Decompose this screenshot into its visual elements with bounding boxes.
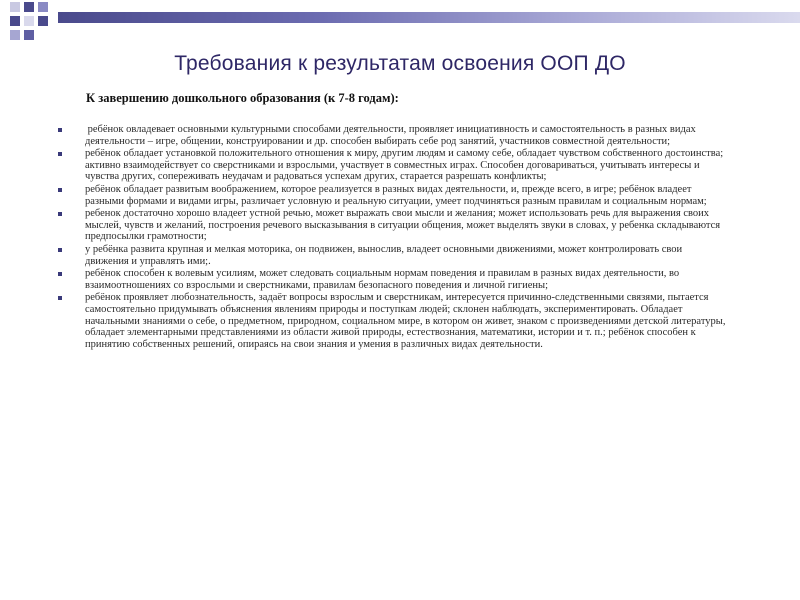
- decor-square-2: [24, 2, 34, 12]
- decor-square-1: [10, 2, 20, 12]
- list-item: [58, 292, 728, 350]
- bullet-icon: [58, 248, 62, 252]
- bullet-icon: [58, 152, 62, 156]
- list-item: [58, 268, 728, 291]
- list-item: [58, 208, 728, 243]
- decor-square-8: [24, 30, 34, 40]
- decor-square-3: [38, 2, 48, 12]
- list-item-text: ребёнок обладает установкой положительного отношения к миру, другим людям и самому себе, обладает чувством собственного достоинства; активно взаимодействует со сверстниками и взрослыми, участвует в совместных играх. Способен договариваться, учитывать интересы и чувства других, сопереживать неудачам и радоваться успехам других, старается разрешать конфликты;: [85, 148, 724, 183]
- list-item-text: у ребёнка развита крупная и мелкая моторика, он подвижен, вынослив, владеет основными движениями, может контролировать свои движения и управлять ими;.: [85, 243, 683, 267]
- list-item-text: ребенок достаточно хорошо владеет устной речью, может выражать свои мысли и желания; может использовать речь для выражения своих мыслей, чувств и желаний, построения речевого высказывания в ситуации общения, может выделять звуки в словах, у ребенка складываются предпосылки грамотности;: [85, 208, 721, 243]
- decor-gradient-band: [58, 12, 800, 23]
- list-item: [58, 124, 728, 147]
- bullet-icon: [58, 272, 62, 276]
- decor-square-4: [10, 16, 20, 26]
- list-item: [58, 148, 728, 183]
- decor-square-7: [10, 30, 20, 40]
- list-item-text: ребёнок овладевает основными культурными способами деятельности, проявляет инициативность и самостоятельность в разных видах деятельности – игре, общении, конструировании и др. способен выбирать себе род занятий, участников совместной деятельности;: [85, 124, 699, 147]
- list-item: [58, 184, 728, 207]
- bullet-icon: [58, 188, 62, 192]
- bullet-icon: [58, 128, 62, 132]
- list-item: [58, 244, 728, 267]
- slide-subtitle: К завершению дошкольного образования (к 7-8 годам):: [86, 91, 399, 105]
- list-item-text: ребёнок способен к волевым усилиям, может следовать социальным нормам поведения и правилам в разных видах деятельности, во взаимоотношениях со взрослыми и сверстниками, правилам безопасного поведения и личной гигиены;: [85, 268, 680, 291]
- slide-title: Требования к результатам освоения ООП ДО: [174, 52, 626, 75]
- decor-square-5: [24, 16, 34, 26]
- bullet-icon: [58, 296, 62, 300]
- decor-square-6: [38, 16, 48, 26]
- list-item-text: ребёнок проявляет любознательность, задаёт вопросы взрослым и сверстникам, интересуется причинно-следственными связями, пытается самостоятельно придумывать объяснения явлениям природы и поступкам людей; склонен наблюдать, экспериментировать. Обладает начальными знаниями о себе, о предметном, природном, социальном мире, в котором он живет, знаком с произведениями детской литературы, обладает элементарными представлениями из области живой природы, естествознания, математики, истории и т. п.; ребёнок способен к принятию собственных решений, опираясь на свои знания и умения в различных видах деятельности.: [85, 292, 726, 350]
- bullet-icon: [58, 212, 62, 216]
- requirements-list: [58, 124, 728, 351]
- list-item-text: ребёнок обладает развитым воображением, которое реализуется в разных видах деятельности, и, прежде всего, в игре; ребёнок владеет разными формами и видами игры, различает условную и реальную ситуации, умеет подчиняться разным правилам и социальным нормам;: [85, 183, 707, 207]
